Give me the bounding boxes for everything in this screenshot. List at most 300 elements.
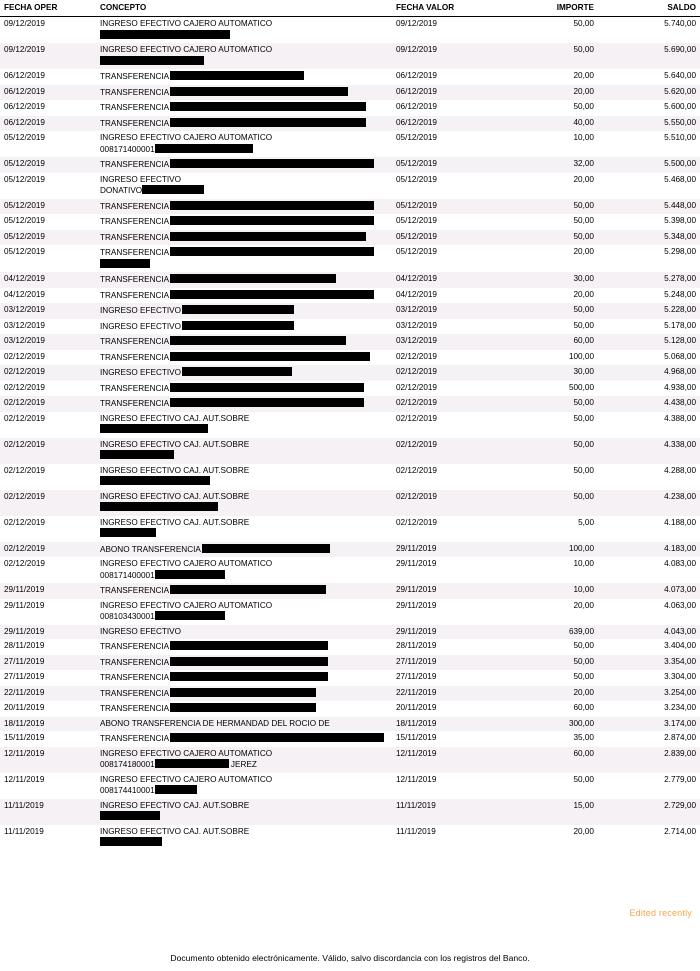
table-row	[0, 438, 700, 464]
cell-saldo: 2.729,00	[598, 799, 700, 825]
concepto-subtext: 008171400001	[100, 570, 388, 582]
redaction-bar	[170, 672, 328, 681]
cell-concepto	[96, 157, 392, 173]
cell-saldo: 2.714,00	[598, 825, 700, 851]
table-row	[0, 69, 700, 85]
redaction-bar	[100, 811, 160, 820]
cell-fecha-valor: 29/11/2019	[392, 583, 498, 599]
cell-fecha-oper: 22/11/2019	[0, 686, 96, 702]
cell-fecha-valor: 05/12/2019	[392, 230, 498, 246]
cell-importe: 20,00	[498, 69, 598, 85]
cell-saldo: 4.938,00	[598, 381, 700, 397]
cell-concepto	[96, 230, 392, 246]
concepto-text: INGRESO EFECTIVO CAJ. AUT.SOBRE	[100, 517, 250, 527]
cell-importe: 40,00	[498, 116, 598, 132]
redaction-bar	[170, 102, 366, 111]
cell-fecha-valor: 18/11/2019	[392, 717, 498, 732]
cell-saldo: 4.338,00	[598, 438, 700, 464]
redaction-bar	[170, 232, 366, 241]
cell-concepto	[96, 272, 392, 288]
redaction-bar	[100, 424, 208, 433]
cell-fecha-valor: 22/11/2019	[392, 686, 498, 702]
cell-concepto	[96, 599, 392, 625]
cell-fecha-oper: 04/12/2019	[0, 272, 96, 288]
table-row	[0, 516, 700, 542]
redaction-bar	[100, 56, 204, 65]
concepto-text: INGRESO EFECTIVO CAJ. AUT.SOBRE	[100, 413, 250, 423]
cell-saldo: 3.254,00	[598, 686, 700, 702]
cell-fecha-oper: 27/11/2019	[0, 655, 96, 671]
cell-fecha-valor: 02/12/2019	[392, 438, 498, 464]
cell-importe: 500,00	[498, 381, 598, 397]
concepto-text: TRANSFERENCIA	[100, 216, 388, 228]
cell-importe: 50,00	[498, 438, 598, 464]
concepto-text: INGRESO EFECTIVO CAJ. AUT.SOBRE	[100, 491, 250, 501]
cell-saldo: 4.288,00	[598, 464, 700, 490]
redaction-bar	[155, 759, 229, 768]
cell-concepto	[96, 516, 392, 542]
cell-concepto	[96, 334, 392, 350]
cell-fecha-valor: 04/12/2019	[392, 272, 498, 288]
cell-concepto	[96, 583, 392, 599]
redaction-bar	[170, 336, 346, 345]
cell-importe: 50,00	[498, 412, 598, 438]
concepto-text: TRANSFERENCIA	[100, 232, 388, 244]
table-row	[0, 747, 700, 773]
cell-fecha-oper: 09/12/2019	[0, 43, 96, 69]
cell-importe: 10,00	[498, 131, 598, 157]
concepto-text: INGRESO EFECTIVO CAJ. AUT.SOBRE	[100, 826, 250, 836]
cell-fecha-valor: 05/12/2019	[392, 173, 498, 199]
cell-concepto	[96, 288, 392, 304]
concepto-text: TRANSFERENCIA	[100, 274, 388, 286]
redaction-bar	[170, 657, 328, 666]
cell-importe: 639,00	[498, 625, 598, 640]
cell-importe: 50,00	[498, 396, 598, 412]
table-row	[0, 116, 700, 132]
cell-fecha-oper: 09/12/2019	[0, 17, 96, 44]
concepto-text: TRANSFERENCIA	[100, 159, 388, 171]
table-row	[0, 214, 700, 230]
redaction-bar	[170, 352, 370, 361]
cell-concepto	[96, 17, 392, 44]
concepto-subtext	[100, 450, 388, 462]
cell-saldo: 5.600,00	[598, 100, 700, 116]
cell-fecha-oper: 05/12/2019	[0, 131, 96, 157]
cell-fecha-valor: 06/12/2019	[392, 69, 498, 85]
concepto-subtext: 008174410001	[100, 785, 388, 797]
redaction-bar	[155, 570, 225, 579]
table-row	[0, 365, 700, 381]
table-row	[0, 639, 700, 655]
redaction-bar	[170, 247, 374, 256]
redaction-bar	[170, 733, 384, 742]
concepto-subtext	[100, 424, 388, 436]
cell-importe: 50,00	[498, 214, 598, 230]
concepto-subtext: 008103430001	[100, 611, 388, 623]
table-row	[0, 731, 700, 747]
cell-saldo: 5.550,00	[598, 116, 700, 132]
table-row	[0, 670, 700, 686]
cell-concepto	[96, 655, 392, 671]
cell-fecha-oper: 28/11/2019	[0, 639, 96, 655]
table-row	[0, 490, 700, 516]
column-header-fecha-valor: FECHA VALOR	[392, 0, 498, 17]
redaction-bar	[182, 367, 292, 376]
concepto-text: TRANSFERENCIA	[100, 688, 388, 700]
cell-fecha-valor: 09/12/2019	[392, 17, 498, 44]
cell-concepto	[96, 381, 392, 397]
cell-fecha-oper: 05/12/2019	[0, 173, 96, 199]
cell-concepto	[96, 173, 392, 199]
edited-watermark: Edited recently	[629, 908, 692, 918]
concepto-text: INGRESO EFECTIVO CAJERO AUTOMATICO	[100, 600, 273, 610]
cell-fecha-oper: 11/11/2019	[0, 799, 96, 825]
cell-saldo: 4.968,00	[598, 365, 700, 381]
table-row	[0, 464, 700, 490]
cell-importe: 50,00	[498, 17, 598, 44]
cell-fecha-valor: 02/12/2019	[392, 464, 498, 490]
cell-fecha-oper: 05/12/2019	[0, 245, 96, 272]
cell-fecha-valor: 29/11/2019	[392, 542, 498, 558]
table-row	[0, 825, 700, 851]
cell-fecha-oper: 20/11/2019	[0, 701, 96, 717]
redaction-bar	[100, 476, 210, 485]
concepto-text: TRANSFERENCIA	[100, 336, 388, 348]
cell-fecha-oper: 04/12/2019	[0, 288, 96, 304]
cell-fecha-oper: 12/11/2019	[0, 747, 96, 773]
cell-importe: 32,00	[498, 157, 598, 173]
table-row	[0, 717, 700, 732]
cell-importe: 20,00	[498, 173, 598, 199]
cell-importe: 50,00	[498, 464, 598, 490]
redaction-bar	[170, 703, 316, 712]
cell-importe: 50,00	[498, 639, 598, 655]
redaction-bar	[170, 641, 328, 650]
cell-concepto	[96, 747, 392, 773]
cell-saldo: 5.248,00	[598, 288, 700, 304]
cell-fecha-valor: 05/12/2019	[392, 157, 498, 173]
cell-saldo: 5.178,00	[598, 319, 700, 335]
cell-concepto	[96, 773, 392, 799]
redaction-bar	[170, 688, 316, 697]
redaction-bar	[155, 785, 197, 794]
cell-fecha-valor: 02/12/2019	[392, 490, 498, 516]
column-header-saldo: SALDO	[598, 0, 700, 17]
cell-fecha-oper: 02/12/2019	[0, 464, 96, 490]
cell-fecha-oper: 03/12/2019	[0, 334, 96, 350]
cell-fecha-valor: 20/11/2019	[392, 701, 498, 717]
redaction-bar	[170, 274, 336, 283]
cell-concepto	[96, 557, 392, 583]
cell-fecha-valor: 05/12/2019	[392, 131, 498, 157]
table-row	[0, 157, 700, 173]
cell-saldo: 4.238,00	[598, 490, 700, 516]
cell-saldo: 3.174,00	[598, 717, 700, 732]
cell-importe: 20,00	[498, 599, 598, 625]
cell-concepto	[96, 412, 392, 438]
cell-concepto	[96, 686, 392, 702]
cell-importe: 20,00	[498, 85, 598, 101]
cell-fecha-valor: 28/11/2019	[392, 639, 498, 655]
cell-fecha-oper: 06/12/2019	[0, 69, 96, 85]
cell-concepto	[96, 214, 392, 230]
cell-fecha-oper: 05/12/2019	[0, 157, 96, 173]
cell-saldo: 2.839,00	[598, 747, 700, 773]
cell-importe: 20,00	[498, 245, 598, 272]
cell-saldo: 3.354,00	[598, 655, 700, 671]
concepto-subtext	[100, 56, 388, 68]
cell-saldo: 4.188,00	[598, 516, 700, 542]
cell-concepto	[96, 43, 392, 69]
concepto-text: TRANSFERENCIA	[100, 247, 388, 259]
table-row	[0, 17, 700, 44]
table-row	[0, 655, 700, 671]
concepto-text: TRANSFERENCIA	[100, 657, 388, 669]
cell-concepto	[96, 69, 392, 85]
cell-fecha-oper: 05/12/2019	[0, 230, 96, 246]
column-header-importe: IMPORTE	[498, 0, 598, 17]
cell-fecha-oper: 02/12/2019	[0, 542, 96, 558]
cell-saldo: 5.690,00	[598, 43, 700, 69]
cell-importe: 15,00	[498, 799, 598, 825]
concepto-text: TRANSFERENCIA	[100, 290, 388, 302]
redaction-bar	[155, 611, 225, 620]
cell-concepto	[96, 365, 392, 381]
table-row	[0, 319, 700, 335]
concepto-text: TRANSFERENCIA	[100, 641, 388, 653]
cell-importe: 35,00	[498, 731, 598, 747]
concepto-text: TRANSFERENCIA	[100, 703, 388, 715]
cell-saldo: 5.500,00	[598, 157, 700, 173]
concepto-text: TRANSFERENCIA	[100, 672, 388, 684]
table-row	[0, 350, 700, 366]
cell-fecha-oper: 02/12/2019	[0, 350, 96, 366]
table-header-row	[0, 0, 700, 17]
cell-fecha-valor: 06/12/2019	[392, 85, 498, 101]
cell-concepto	[96, 100, 392, 116]
concepto-text: TRANSFERENCIA	[100, 102, 388, 114]
table-row	[0, 100, 700, 116]
table-row	[0, 599, 700, 625]
cell-fecha-oper: 02/12/2019	[0, 516, 96, 542]
cell-concepto	[96, 701, 392, 717]
cell-importe: 50,00	[498, 655, 598, 671]
redaction-bar	[100, 837, 162, 846]
concepto-text: INGRESO EFECTIVO	[100, 174, 181, 184]
cell-saldo: 5.740,00	[598, 17, 700, 44]
cell-importe: 10,00	[498, 583, 598, 599]
cell-fecha-oper: 02/12/2019	[0, 490, 96, 516]
cell-importe: 30,00	[498, 272, 598, 288]
table-row	[0, 799, 700, 825]
cell-importe: 300,00	[498, 717, 598, 732]
concepto-subtext: 008171400001	[100, 144, 388, 156]
table-row	[0, 288, 700, 304]
table-row	[0, 583, 700, 599]
cell-saldo: 4.083,00	[598, 557, 700, 583]
cell-fecha-oper: 05/12/2019	[0, 199, 96, 215]
cell-importe: 50,00	[498, 100, 598, 116]
redaction-bar	[100, 502, 218, 511]
cell-importe: 100,00	[498, 542, 598, 558]
concepto-subtext	[100, 502, 388, 514]
cell-fecha-oper: 02/12/2019	[0, 365, 96, 381]
redaction-bar	[142, 185, 204, 194]
table-row	[0, 272, 700, 288]
cell-importe: 50,00	[498, 670, 598, 686]
table-row	[0, 173, 700, 199]
concepto-text: TRANSFERENCIA	[100, 585, 388, 597]
cell-concepto	[96, 464, 392, 490]
cell-importe: 50,00	[498, 773, 598, 799]
concepto-text: TRANSFERENCIA	[100, 398, 388, 410]
cell-concepto	[96, 438, 392, 464]
concepto-text: TRANSFERENCIA	[100, 87, 388, 99]
cell-concepto	[96, 116, 392, 132]
table-row	[0, 542, 700, 558]
cell-fecha-valor: 02/12/2019	[392, 516, 498, 542]
concepto-subtext	[100, 259, 388, 271]
cell-importe: 30,00	[498, 365, 598, 381]
cell-concepto	[96, 245, 392, 272]
concepto-text: INGRESO EFECTIVO CAJERO AUTOMATICO	[100, 45, 273, 54]
table-row	[0, 412, 700, 438]
cell-fecha-oper: 29/11/2019	[0, 625, 96, 640]
cell-fecha-valor: 04/12/2019	[392, 288, 498, 304]
cell-saldo: 5.510,00	[598, 131, 700, 157]
cell-importe: 60,00	[498, 334, 598, 350]
concepto-subtext	[100, 30, 388, 42]
redaction-bar	[100, 528, 156, 537]
cell-importe: 20,00	[498, 825, 598, 851]
cell-saldo: 5.348,00	[598, 230, 700, 246]
concepto-text: TRANSFERENCIA	[100, 71, 388, 83]
table-row	[0, 334, 700, 350]
cell-fecha-valor: 27/11/2019	[392, 655, 498, 671]
column-header-concepto: CONCEPTO	[96, 0, 392, 17]
cell-fecha-oper: 27/11/2019	[0, 670, 96, 686]
cell-saldo: 5.448,00	[598, 199, 700, 215]
cell-fecha-valor: 05/12/2019	[392, 245, 498, 272]
concepto-text: INGRESO EFECTIVO CAJERO AUTOMATICO	[100, 19, 273, 28]
concepto-text: INGRESO EFECTIVO CAJERO AUTOMATICO	[100, 774, 273, 784]
table-row	[0, 381, 700, 397]
concepto-text: INGRESO EFECTIVO CAJ. AUT.SOBRE	[100, 800, 250, 810]
concepto-text: INGRESO EFECTIVO CAJERO AUTOMATICO	[100, 133, 273, 142]
table-row	[0, 199, 700, 215]
redaction-bar	[100, 259, 150, 268]
cell-fecha-valor: 11/11/2019	[392, 825, 498, 851]
cell-fecha-oper: 03/12/2019	[0, 319, 96, 335]
cell-saldo: 5.128,00	[598, 334, 700, 350]
cell-concepto	[96, 85, 392, 101]
table-row	[0, 686, 700, 702]
redaction-bar	[100, 450, 174, 459]
concepto-text: TRANSFERENCIA	[100, 201, 388, 213]
cell-fecha-oper: 29/11/2019	[0, 583, 96, 599]
cell-fecha-oper: 06/12/2019	[0, 100, 96, 116]
cell-concepto	[96, 396, 392, 412]
cell-fecha-valor: 12/11/2019	[392, 747, 498, 773]
cell-importe: 20,00	[498, 686, 598, 702]
concepto-text: INGRESO EFECTIVO CAJ. AUT.SOBRE	[100, 465, 250, 475]
cell-fecha-oper: 05/12/2019	[0, 214, 96, 230]
cell-importe: 50,00	[498, 303, 598, 319]
cell-concepto	[96, 731, 392, 747]
table-row	[0, 773, 700, 799]
cell-fecha-valor: 03/12/2019	[392, 334, 498, 350]
table-row	[0, 701, 700, 717]
cell-fecha-valor: 29/11/2019	[392, 557, 498, 583]
cell-importe: 60,00	[498, 701, 598, 717]
concepto-text: INGRESO EFECTIVO CAJERO AUTOMATICO	[100, 559, 273, 568]
cell-saldo: 5.398,00	[598, 214, 700, 230]
cell-concepto	[96, 350, 392, 366]
cell-fecha-oper: 11/11/2019	[0, 825, 96, 851]
cell-fecha-valor: 02/12/2019	[392, 350, 498, 366]
redaction-bar	[202, 544, 330, 553]
cell-saldo: 4.183,00	[598, 542, 700, 558]
cell-fecha-valor: 11/11/2019	[392, 799, 498, 825]
cell-concepto	[96, 131, 392, 157]
cell-fecha-valor: 27/11/2019	[392, 670, 498, 686]
concepto-text: INGRESO EFECTIVO CAJ. AUT.SOBRE	[100, 439, 250, 449]
concepto-text: ABONO TRANSFERENCIA DE HERMANDAD DEL ROCIO DE	[100, 718, 330, 728]
cell-saldo: 2.779,00	[598, 773, 700, 799]
cell-saldo: 5.620,00	[598, 85, 700, 101]
cell-importe: 50,00	[498, 230, 598, 246]
concepto-subtext: 008174180001 JEREZ	[100, 760, 257, 769]
cell-fecha-oper: 06/12/2019	[0, 85, 96, 101]
cell-fecha-valor: 06/12/2019	[392, 100, 498, 116]
redaction-bar	[182, 305, 294, 314]
cell-fecha-valor: 02/12/2019	[392, 365, 498, 381]
concepto-subtext	[100, 528, 388, 540]
cell-saldo: 4.438,00	[598, 396, 700, 412]
cell-fecha-valor: 02/12/2019	[392, 412, 498, 438]
redaction-bar	[170, 159, 374, 168]
column-header-fecha-oper: FECHA OPER	[0, 0, 96, 17]
cell-fecha-valor: 02/12/2019	[392, 396, 498, 412]
cell-fecha-valor: 15/11/2019	[392, 731, 498, 747]
redaction-bar	[170, 383, 364, 392]
cell-fecha-oper: 06/12/2019	[0, 116, 96, 132]
table-row	[0, 230, 700, 246]
cell-fecha-valor: 05/12/2019	[392, 199, 498, 215]
table-row	[0, 43, 700, 69]
table-row	[0, 625, 700, 640]
cell-saldo: 3.304,00	[598, 670, 700, 686]
cell-importe: 50,00	[498, 490, 598, 516]
cell-fecha-oper: 15/11/2019	[0, 731, 96, 747]
cell-fecha-valor: 03/12/2019	[392, 303, 498, 319]
cell-fecha-valor: 03/12/2019	[392, 319, 498, 335]
cell-saldo: 5.298,00	[598, 245, 700, 272]
table-row	[0, 85, 700, 101]
table-row	[0, 245, 700, 272]
table-row	[0, 557, 700, 583]
redaction-bar	[182, 321, 294, 330]
cell-saldo: 5.278,00	[598, 272, 700, 288]
concepto-text: TRANSFERENCIA	[100, 383, 388, 395]
cell-importe: 5,00	[498, 516, 598, 542]
cell-saldo: 5.068,00	[598, 350, 700, 366]
cell-importe: 50,00	[498, 199, 598, 215]
concepto-subtext	[100, 476, 388, 488]
cell-concepto	[96, 639, 392, 655]
cell-fecha-oper: 12/11/2019	[0, 773, 96, 799]
